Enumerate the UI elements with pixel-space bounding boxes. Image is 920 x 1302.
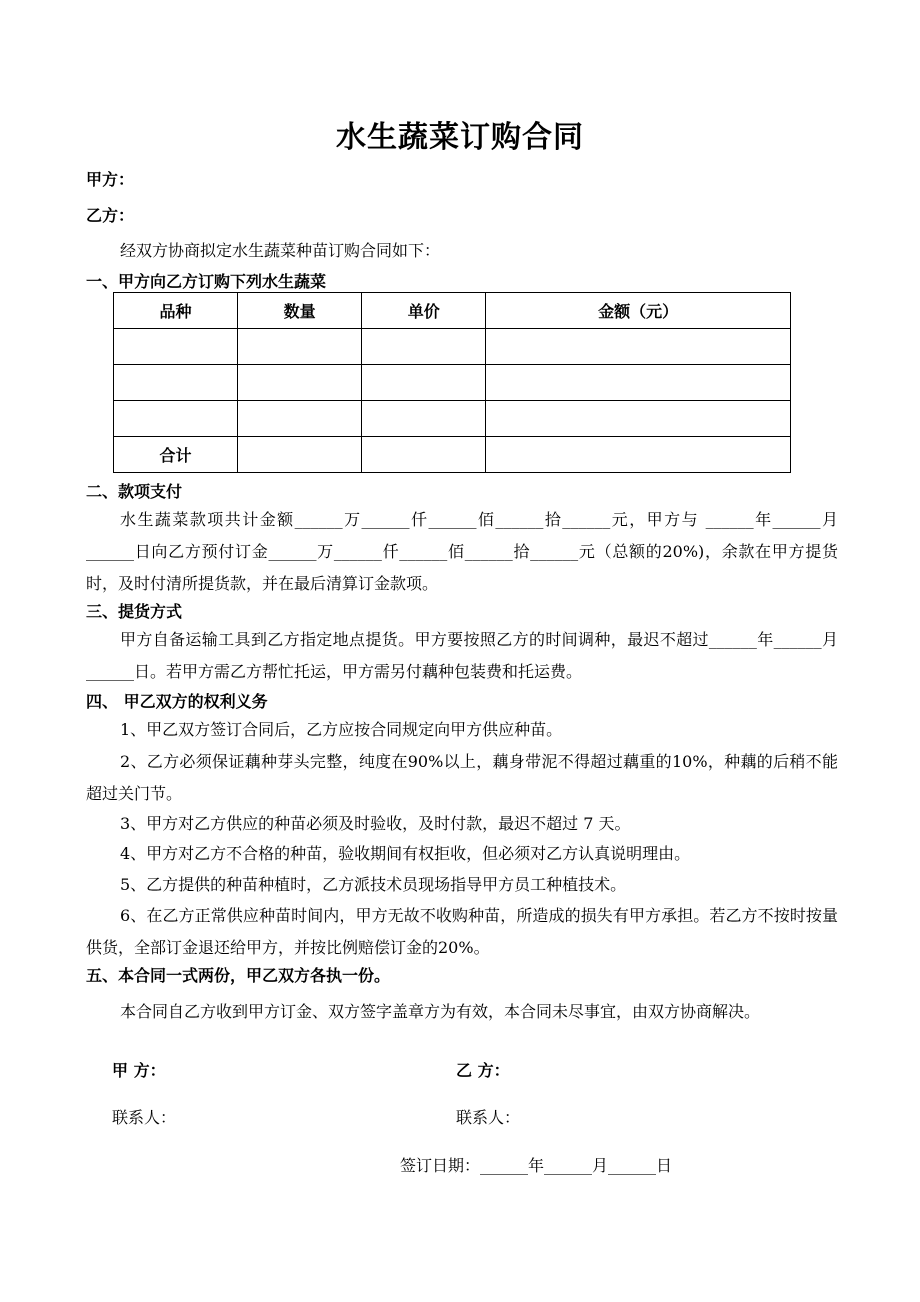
section2-heading: 二、款项支付 <box>86 482 183 501</box>
signing-date: 签订日期：______年______月______日 <box>400 1156 673 1175</box>
column-header: 品种 <box>114 293 238 329</box>
section4-item-6: 6、在乙方正常供应种苗时间内，甲方无故不收购种苗，所造成的损失有甲方承担。若乙方不按时按量供货，全部订金退还给甲方，并按比例赔偿订金的20%。 <box>86 906 838 957</box>
section4-heading: 四、 甲乙双方的权利义务 <box>86 692 268 711</box>
contact-party-a: 联系人： <box>112 1108 177 1127</box>
section4-item-5: 5、乙方提供的种苗种植时，乙方派技术员现场指导甲方员工种植技术。 <box>120 875 627 894</box>
page-title: 水生蔬菜订购合同 <box>336 120 584 155</box>
table-row <box>114 365 791 401</box>
table-row <box>114 401 791 437</box>
table-cell <box>238 401 362 437</box>
table-total-row <box>114 437 791 473</box>
table-cell <box>362 365 486 401</box>
table-cell <box>362 329 486 365</box>
table-cell <box>238 437 362 473</box>
table-cell <box>238 329 362 365</box>
table-cell <box>486 401 791 437</box>
section3-body: 甲方自备运输工具到乙方指定地点提货。甲方要按照乙方的时间调种，最迟不超过______年______月______日。若甲方需乙方帮忙托运，甲方需另付藕种包装费和托运费。 <box>86 630 838 681</box>
intro-text: 经双方协商拟定水生蔬菜种苗订购合同如下： <box>120 241 441 260</box>
signature-party-b: 乙 方： <box>456 1061 510 1080</box>
column-header: 数量 <box>238 293 362 329</box>
section5-heading: 五、本合同一式两份，甲乙双方各执一份。 <box>86 966 391 985</box>
contact-party-b: 联系人： <box>456 1108 521 1127</box>
signature-party-a: 甲 方： <box>112 1061 166 1080</box>
section3-heading: 三、提货方式 <box>86 602 183 621</box>
section4-item-2: 2、乙方必须保证藕种芽头完整，纯度在90%以上，藕身带泥不得超过藕重的10%，种藕的后稍不能超过关门节。 <box>86 752 838 803</box>
table-cell <box>486 329 791 365</box>
section4-item-3: 3、甲方对乙方供应的种苗必须及时验收，及时付款，最迟不超过 7 天。 <box>120 814 631 833</box>
table-cell <box>362 401 486 437</box>
column-header: 单价 <box>362 293 486 329</box>
table-cell <box>238 365 362 401</box>
table-cell <box>362 437 486 473</box>
order-table <box>113 292 791 473</box>
total-label: 合计 <box>114 437 238 473</box>
party-b-label: 乙方： <box>86 206 135 225</box>
table-cell <box>486 437 791 473</box>
table-cell <box>486 365 791 401</box>
party-a-label: 甲方： <box>86 170 135 189</box>
section4-item-4: 4、甲方对乙方不合格的种苗，验收期间有权拒收，但必须对乙方认真说明理由。 <box>120 844 691 863</box>
table-cell <box>114 365 238 401</box>
section5-body: 本合同自乙方收到甲方订金、双方签字盖章方为有效，本合同未尽事宜，由双方协商解决。 <box>120 1002 761 1021</box>
column-header: 金额（元） <box>486 293 791 329</box>
table-row <box>114 329 791 365</box>
table-header-row <box>114 293 791 329</box>
table-cell <box>114 401 238 437</box>
section2-body: 水生蔬菜款项共计金额______万______仟______佰______拾______元，甲方与 ______年______月______日向乙方预付订金______万______仟______佰______拾______元（总额的20%)，余款在甲方提货时，及时付清所提货款，并在最后清算订金款项。 <box>86 510 838 593</box>
section1-heading: 一、甲方向乙方订购下列水生蔬菜 <box>86 272 327 291</box>
section4-item-1: 1、甲乙双方签订合同后，乙方应按合同规定向甲方供应种苗。 <box>120 720 563 739</box>
table-cell <box>114 329 238 365</box>
